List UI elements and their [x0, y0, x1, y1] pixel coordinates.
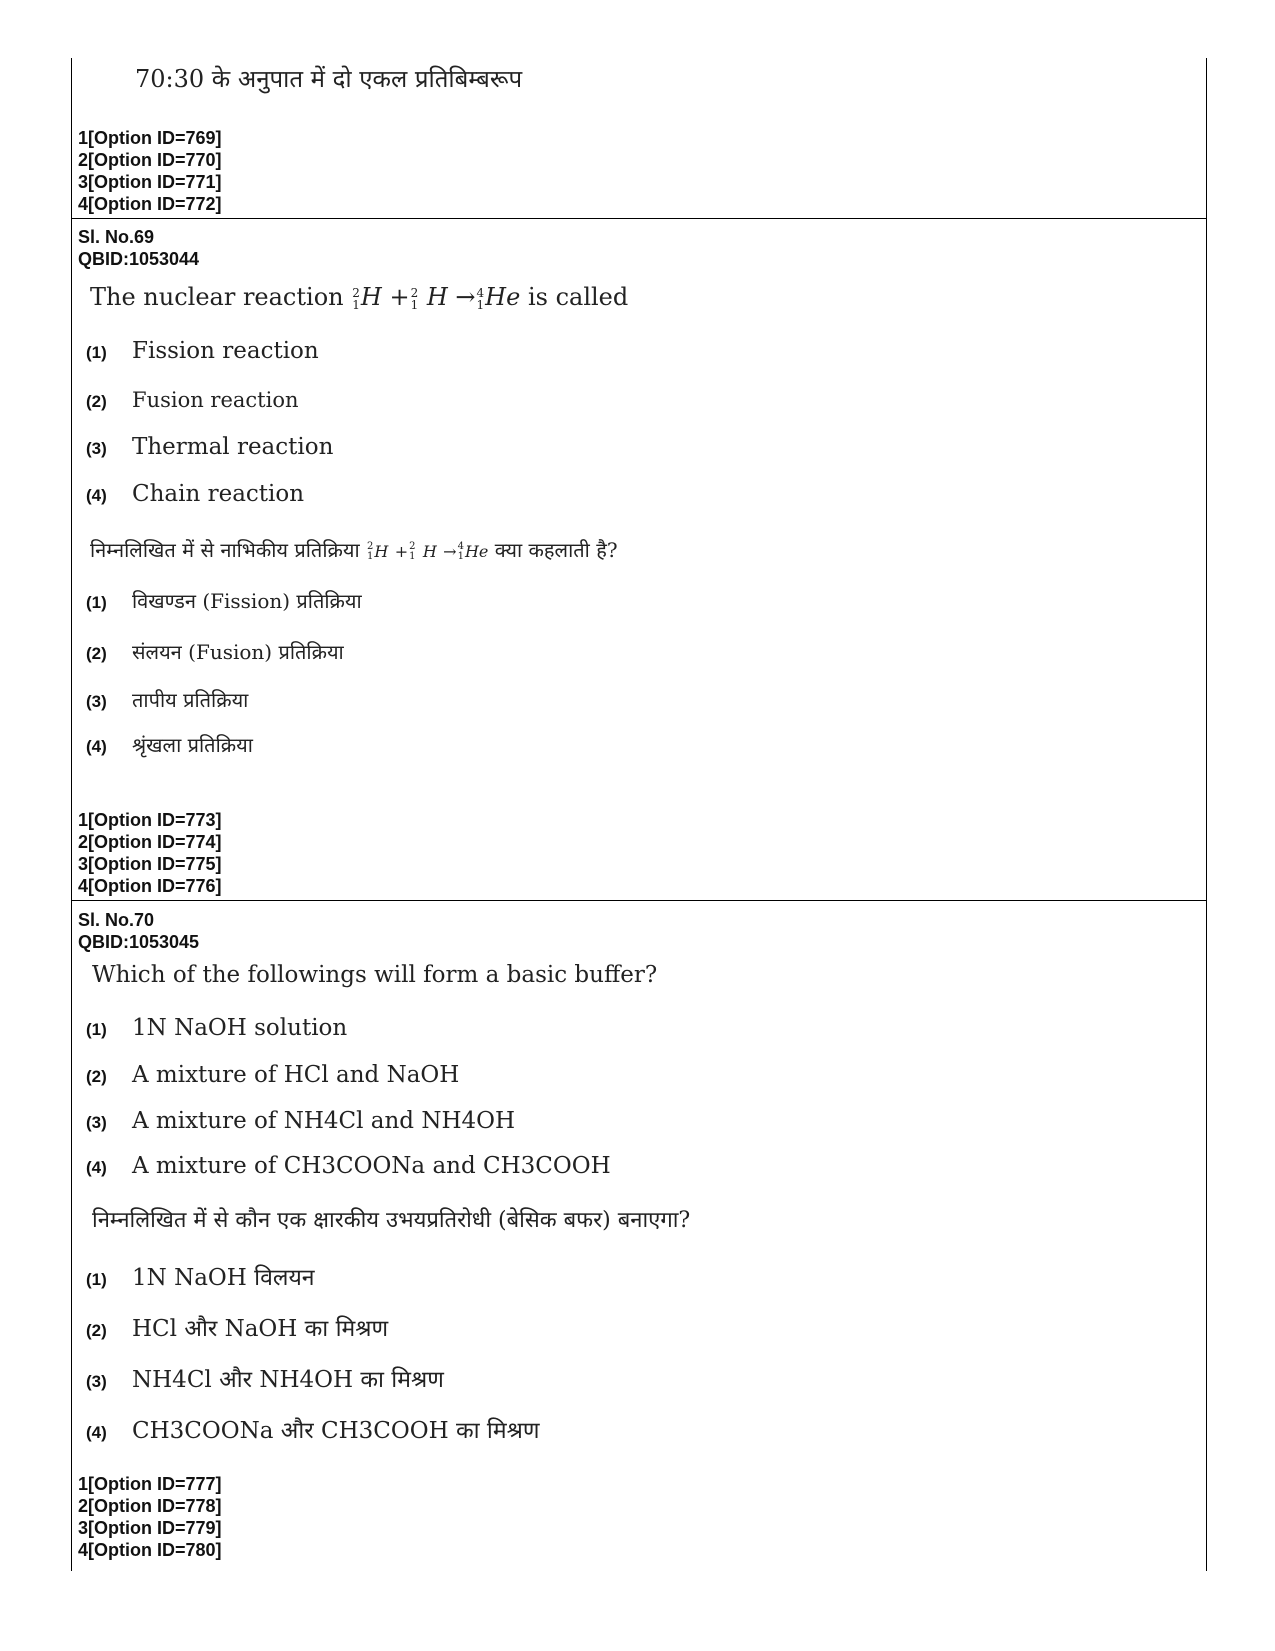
question-text-en: Which of the followings will form a basic buffer?	[92, 962, 658, 988]
option-id: 3[Option ID=771]	[78, 172, 222, 192]
option-id: 2[Option ID=770]	[78, 150, 222, 170]
nuclide-symbol: H	[360, 283, 382, 311]
option-hi: (2) HCl और NaOH का मिश्रण	[86, 1316, 389, 1342]
option-id-list	[78, 809, 222, 897]
nuclide-numbers: 2 1	[352, 285, 360, 312]
option-hi: (1) विखण्डन (Fission) प्रतिक्रिया	[86, 589, 362, 613]
nuclide-symbol: He	[485, 283, 521, 311]
question-header	[78, 226, 199, 270]
question-text-en: The nuclear reaction 2 1 H + 2 1 H → 4 1 He is called	[90, 283, 629, 312]
nuclide-symbol: H	[426, 283, 448, 311]
nuclide-numbers: 2 1	[410, 285, 419, 312]
question-text-hi: निम्नलिखित में से नाभिकीय प्रतिक्रिया 2 1 H + 2 1 H → 4 1 He क्या कहलाती है?	[90, 538, 618, 562]
question-header	[78, 909, 199, 953]
option-en: (3) A mixture of NH4Cl and NH4OH	[86, 1108, 516, 1134]
option-id: 2[Option ID=778]	[78, 1496, 222, 1516]
option-en: (1) 1N NaOH solution	[86, 1015, 348, 1041]
option-id: 1[Option ID=773]	[78, 810, 222, 830]
option-id: 4[Option ID=772]	[78, 194, 222, 214]
serial-number: Sl. No.69	[78, 227, 155, 247]
question-suffix: is called	[520, 283, 629, 311]
option-en: (2) Fusion reaction	[86, 388, 299, 412]
hindi-option-text: 70:30 के अनुपात में दो एकल प्रतिबिम्बरूप	[135, 65, 523, 93]
option-hi: (3) तापीय प्रतिक्रिया	[86, 688, 249, 712]
qbid: QBID:1053045	[78, 932, 200, 952]
divider-line	[71, 218, 1207, 219]
option-id: 4[Option ID=776]	[78, 876, 222, 896]
option-id: 1[Option ID=769]	[78, 128, 222, 148]
option-en: (1) Fission reaction	[86, 338, 319, 364]
option-id: 3[Option ID=775]	[78, 854, 222, 874]
option-id-list	[78, 1473, 222, 1561]
option-hi: (4) CH3COONa और CH3COOH का मिश्रण	[86, 1418, 540, 1444]
option-hi: (3) NH4Cl और NH4OH का मिश्रण	[86, 1367, 444, 1393]
serial-number: Sl. No.70	[78, 910, 155, 930]
question-prefix: The nuclear reaction	[90, 283, 352, 311]
option-hi: (1) 1N NaOH विलयन	[86, 1265, 315, 1291]
option-id: 2[Option ID=774]	[78, 832, 222, 852]
option-id: 4[Option ID=780]	[78, 1540, 222, 1560]
option-en: (2) A mixture of HCl and NaOH	[86, 1062, 460, 1088]
option-id: 3[Option ID=779]	[78, 1518, 222, 1538]
nuclide-numbers: 4 1	[476, 285, 485, 312]
option-en: (4) Chain reaction	[86, 481, 305, 507]
option-en: (3) Thermal reaction	[86, 434, 334, 460]
question-text-hi: निम्नलिखित में से कौन एक क्षारकीय उभयप्रतिरोधी (बेसिक बफर) बनाएगा?	[92, 1208, 691, 1233]
option-hi: (2) संलयन (Fusion) प्रतिक्रिया	[86, 640, 344, 664]
option-en: (4) A mixture of CH3COONa and CH3COOH	[86, 1153, 611, 1179]
option-hi: (4) श्रृंखला प्रतिक्रिया	[86, 733, 253, 757]
qbid: QBID:1053044	[78, 249, 200, 269]
option-id: 1[Option ID=777]	[78, 1474, 222, 1494]
divider-line	[71, 900, 1207, 901]
option-id-list	[78, 127, 222, 215]
